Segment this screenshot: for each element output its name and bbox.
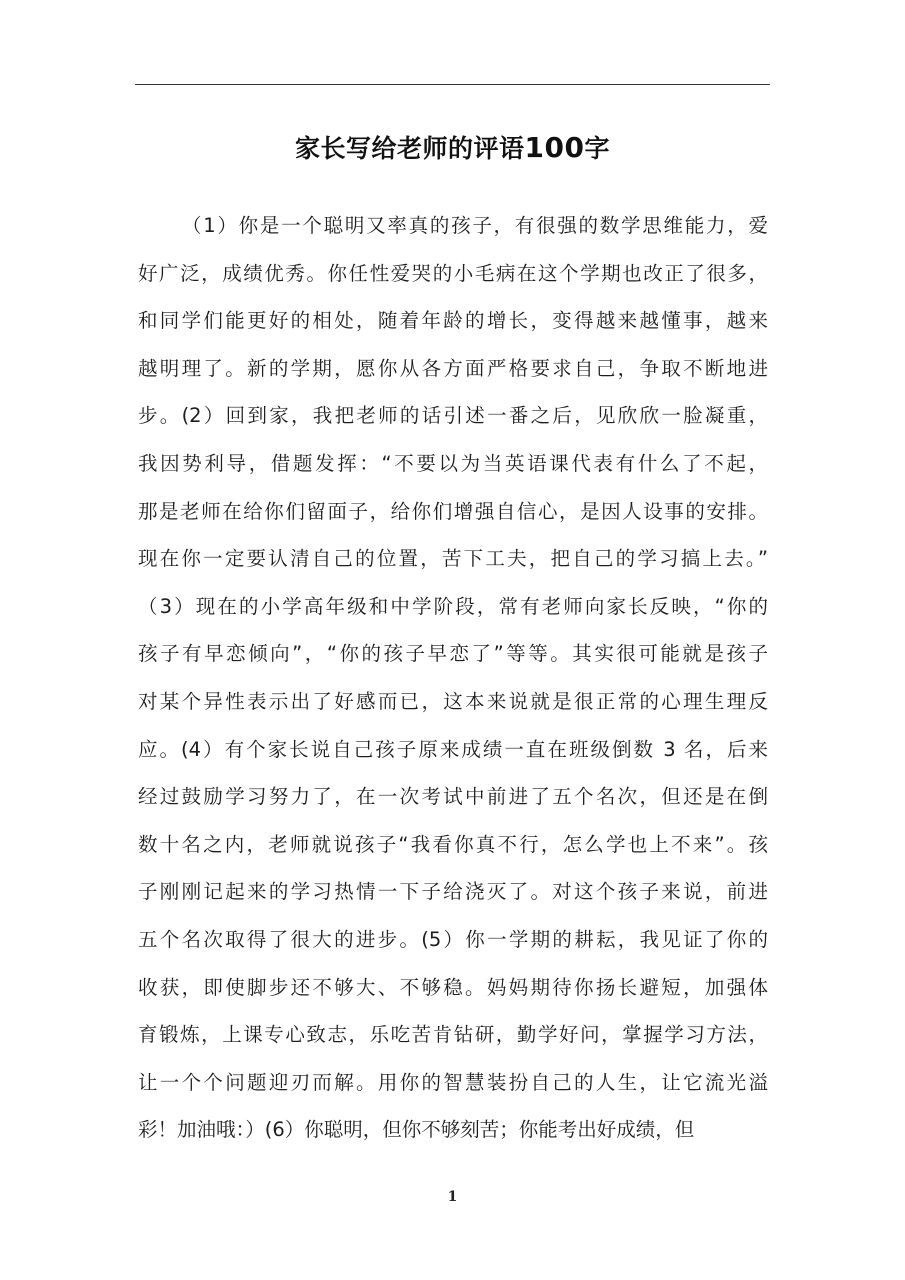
text-line: 我因势利导，借题发挥：“不要以为当英语课代表有什么了不起， [138,451,768,475]
text-line: 收获，即使脚步还不够大、不够稳。妈妈期待你扬长避短，加强体 [138,975,768,999]
body-text [138,202,768,1154]
title-number: 100 [524,131,585,164]
text-line: 越明理了。新的学期，愿你从各方面严格要求自己，争取不断地进 [138,356,768,380]
text-line: 让一个个问题迎刃而解。用你的智慧装扮自己的人生，让它流光溢 [138,1070,768,1094]
text-line: 子刚刚记起来的学习热情一下子给浇灭了。对这个孩子来说，前进 [138,880,768,904]
text-line: （1）你是一个聪明又率真的孩子，有很强的数学思维能力，爱 [182,214,768,237]
text-line: 应。(4）有个家长说自己孩子原来成绩一直在班级倒数 3 名，后来 [138,737,768,761]
text-line: 对某个异性表示出了好感而已，这本来说就是很正常的心理生理反 [138,689,768,713]
title-suffix: 字 [584,134,610,163]
header-rule [135,84,770,85]
text-line: （3）现在的小学高年级和中学阶段，常有老师向家长反映，“你的 [138,594,768,618]
text-line: 数十名之内，老师就说孩子“我看你真不行，怎么学也上不来”。孩 [138,832,768,856]
text-line: 五个名次取得了很大的进步。(5）你一学期的耕耘，我见证了你的 [138,927,768,951]
text-line: 彩！加油哦：）(6）你聪明，但你不够刻苦；你能考出好成绩，但 [138,1118,695,1142]
page-number: 1 [447,1189,458,1205]
text-line: 现在你一定要认清自己的位置，苦下工夫，把自己的学习搞上去。” [138,547,768,571]
text-line: 和同学们能更好的相处，随着年龄的增长，变得越来越懂事，越来 [138,309,768,333]
text-line: 育锻炼，上课专心致志，乐吃苦肯钻研，勤学好问，掌握学习方法， [138,1023,768,1047]
text-line: 好广泛，成绩优秀。你任性爱哭的小毛病在这个学期也改正了很多， [138,261,768,285]
text-line: 那是老师在给你们留面子，给你们增强自信心，是因人设事的安排。 [138,499,768,523]
title-text: 家长写给老师的评语 [295,134,525,163]
text-line: 孩子有早恋倾向”，“你的孩子早恋了”等等。其实很可能就是孩子 [138,642,768,666]
page-title [135,128,770,169]
text-line: 步。(2）回到家，我把老师的话引述一番之后，见欣欣一脸凝重， [138,404,768,428]
text-line: 经过鼓励学习努力了，在一次考试中前进了五个名次，但还是在倒 [138,785,768,809]
